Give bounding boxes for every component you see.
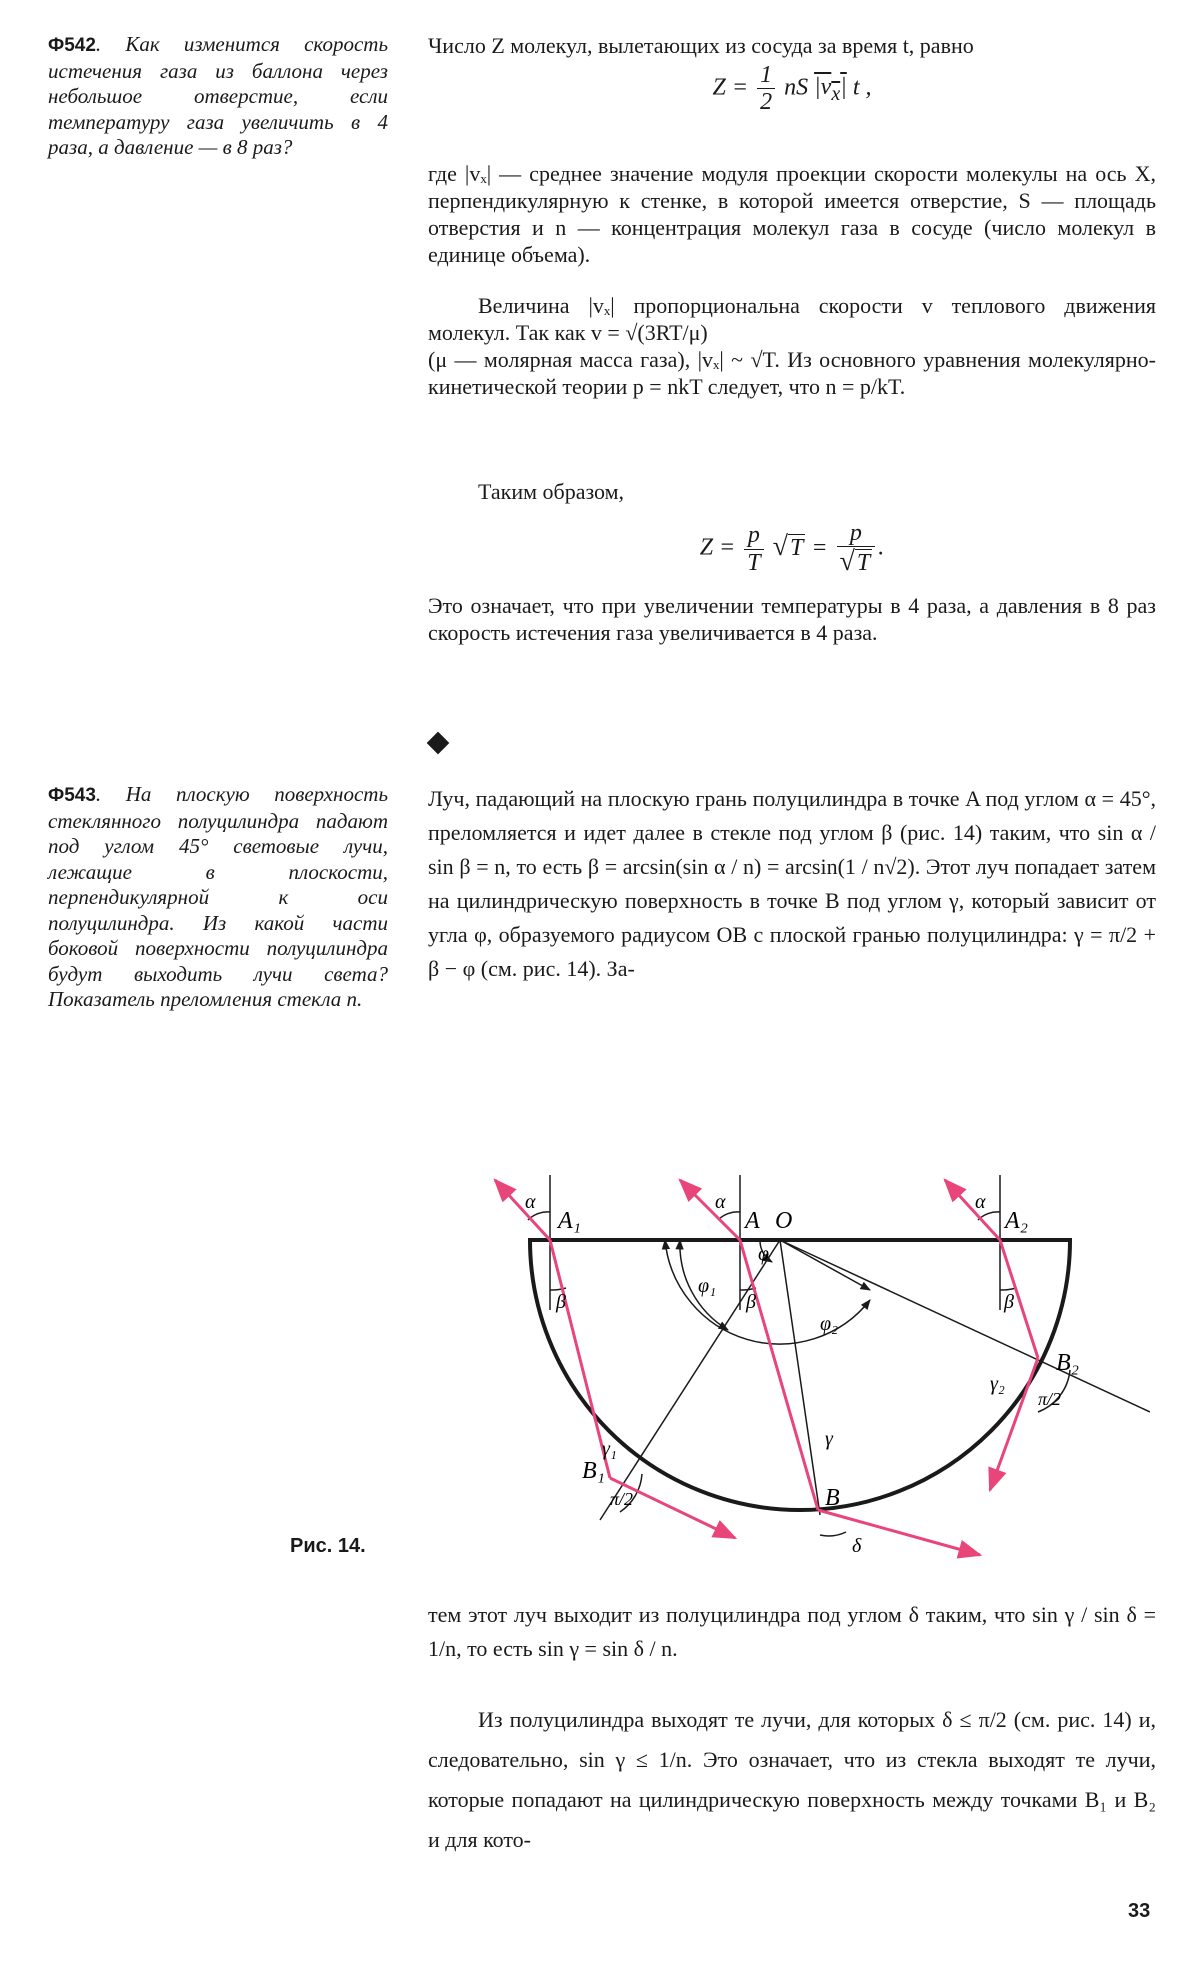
radius-angle-marker	[780, 1240, 870, 1290]
label-A2: A₂	[1005, 1208, 1029, 1234]
section-separator-diamond	[427, 732, 450, 755]
label-beta-3: β	[1004, 1291, 1014, 1313]
label-phi1: φ₁	[698, 1275, 717, 1297]
label-half-pi-1: π/2	[610, 1489, 634, 1509]
p543-paragraph-2	[428, 1598, 1156, 1666]
arc-alpha-A	[718, 1212, 740, 1220]
p542-intro: Число Z молекул, вылетающих из сосуда за время t, равно	[428, 33, 974, 58]
ray-A-exit	[818, 1510, 980, 1555]
p542-formula-2: Z = $\frac{p}{T}$ √T = $\frac{p}{√T}$ .	[699, 520, 885, 578]
p542-paragraph-1	[428, 160, 1156, 268]
p543-s2: тем этот луч выходит из полуцилиндра под углом δ таким, что sin γ / sin δ = 1/n, то есть sin γ = sin δ / n.	[428, 1602, 1156, 1661]
p543-paragraph-3	[428, 1700, 1156, 1860]
label-half-pi-2: π/2	[1038, 1389, 1062, 1409]
p543-paragraph-1	[428, 782, 1156, 986]
label-gamma: γ	[825, 1428, 833, 1450]
figure-14-caption: Рис. 14.	[290, 1535, 366, 1557]
label-B1: B₁	[582, 1458, 606, 1484]
p542-s4: Это означает, что при увеличении температуры в 4 раза, а давления в 8 раз скорость истечения газа увеличивается в 4 раза.	[428, 593, 1156, 645]
arc-beta-A2	[1000, 1288, 1016, 1290]
problem-543-number: Ф543	[48, 785, 96, 806]
ray-A-refracted	[740, 1240, 818, 1510]
problem-543-text: На плоскую поверхность стеклянного полуцилиндра падают под углом 45° световые лучи, лежащие в плоскости, перпендикулярной к оси полуцилиндра. Из какой части боковой поверхности полуцилиндра будут выходить лучи света? Показатель преломления стекла n.	[48, 782, 388, 1011]
label-gamma1: γ₁	[602, 1438, 617, 1460]
problem-543-statement: Ф543. На плоскую поверхность стеклянного полуцилиндра падают под углом 45° световые лучи, лежащие в плоскости, перпендикулярной к оси полуцилиндра. Из какой части боковой поверхности полуцилиндра будут выходить лучи света? Показатель преломления стекла n.	[48, 782, 388, 1011]
p542-paragraph-4	[428, 592, 1156, 646]
p543-s1: Луч, падающий на плоскую грань полуцилиндра в точке A под углом α = 45°, преломляется и идет далее в стекле под углом β (рис. 14) таким, что sin α / sin β = n, то есть β = arcsin(sin α / n) = arcsin(1 / n√2). Этот луч попадает затем на цилиндрическую поверхность в точке B под углом γ, который зависит от угла φ, образуемого радиусом OB с плоской гранью полуцилиндра: γ = π/2 + β − φ (см. рис. 14). За-	[428, 786, 1156, 981]
label-A: A	[745, 1208, 760, 1234]
problem-542-statement: Ф542. Как изменится скорость истечения газа из баллона через небольшое отверстие, если температуру газа увеличить в 4 раза, а давление — в 8 раз?	[48, 32, 388, 159]
figure-14-diagram	[490, 1160, 1150, 1560]
label-gamma2: γ₂	[990, 1373, 1005, 1395]
label-B: B	[825, 1485, 840, 1511]
ray-A-incident	[680, 1180, 740, 1240]
label-alpha-3: α	[975, 1191, 986, 1213]
p542-s2b: (μ — молярная масса газа), |vₓ| ~ √T. Из основного уравнения молекулярно-кинетической теории p = nkT следует, что n = p/kT.	[428, 347, 1156, 399]
problem-542-text: Как изменится скорость истечения газа из баллона через небольшое отверстие, если температуру газа увеличить в 4 раза, а давление — в 8 раз?	[48, 32, 388, 159]
p542-paragraph-3	[428, 478, 1156, 505]
label-alpha-2: α	[715, 1191, 726, 1213]
label-phi: φ	[758, 1243, 770, 1265]
p542-s3: Таким образом,	[478, 479, 625, 504]
label-O: O	[775, 1208, 793, 1234]
label-beta-1: β	[556, 1291, 566, 1313]
ray-A1-incident	[495, 1180, 550, 1240]
label-alpha-1: α	[525, 1191, 536, 1213]
p542-s1: где |vₓ| — среднее значение модуля проекции скорости молекулы на ось X, перпендикулярную к стенке, в которой имеется отверстие, S — площадь отверстия и n — концентрация молекул газа в сосуде (число молекул в единице объема).	[428, 161, 1156, 267]
label-phi2: φ₂	[820, 1313, 839, 1335]
label-delta: δ	[852, 1535, 862, 1557]
label-beta-2: β	[746, 1291, 756, 1313]
p543-s3: Из полуцилиндра выходят те лучи, для которых δ ≤ π/2 (см. рис. 14) и, следовательно, sin γ ≤ 1/n. Это означает, что из стекла выходят те лучи, которые попадают на цилиндрическую поверхность между точками B₁ и B₂ и для кото-	[428, 1707, 1156, 1852]
radius-OB	[780, 1240, 820, 1515]
arc-delta-B	[820, 1532, 846, 1536]
p542-formula-1: Z = $\frac{1}{2}$ nS $|v_x|$ t ,	[712, 62, 872, 116]
p542-paragraph-2	[428, 292, 1156, 400]
ray-A2-incident	[945, 1180, 1000, 1240]
problem-542-number: Ф542	[48, 35, 96, 56]
p542-s2a: Величина |vₓ| пропорциональна скорости v теплового движения молекул. Так как v = √(3RT/μ)	[428, 293, 1156, 345]
label-B2: B₂	[1056, 1350, 1080, 1376]
label-A1: A₁	[558, 1208, 582, 1234]
page-number: 33	[1128, 1900, 1151, 1922]
problem-542-solution	[428, 32, 1156, 59]
